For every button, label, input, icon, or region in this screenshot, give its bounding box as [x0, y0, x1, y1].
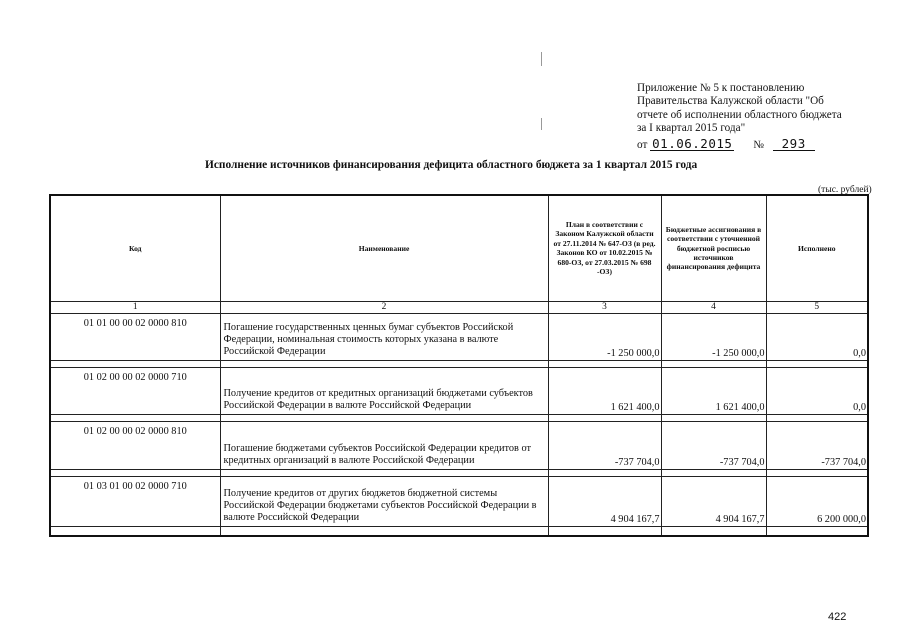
row-plan: 4 904 167,7	[548, 476, 661, 526]
row-spacer	[50, 360, 868, 367]
row-name: Получение кредитов от других бюджетов бюджетной системы Российской Федерации бюджетами субъектов Российской Федерации в валюте Российской Федерации	[220, 476, 548, 526]
scan-artifact-mark	[541, 52, 542, 66]
row-plan: 1 621 400,0	[548, 367, 661, 414]
column-number: 4	[661, 301, 766, 313]
header-assigned: Бюджетные ассигнования в соответствии с уточненной бюджетной росписью источников финансирования дефицита	[661, 195, 766, 301]
row-code: 01 02 00 00 02 0000 810	[50, 421, 220, 469]
row-assigned: 4 904 167,7	[661, 476, 766, 526]
units-label: (тыс. рублей)	[818, 185, 872, 195]
row-name: Погашение бюджетами субъектов Российской Федерации кредитов от кредитных организаций в валюте Российской Федерации	[220, 421, 548, 469]
row-assigned: 1 621 400,0	[661, 367, 766, 414]
row-executed: -737 704,0	[766, 421, 868, 469]
row-executed: 6 200 000,0	[766, 476, 868, 526]
row-assigned: -737 704,0	[661, 421, 766, 469]
column-number: 2	[220, 301, 548, 313]
row-code: 01 03 01 00 02 0000 710	[50, 476, 220, 526]
row-name: Получение кредитов от кредитных организаций бюджетами субъектов Российской Федерации в валюте Российской Федерации	[220, 367, 548, 414]
scan-artifact-mark	[541, 118, 542, 130]
table-row	[50, 313, 868, 360]
table-header-row	[50, 195, 868, 301]
appendix-line: отчете об исполнении областного бюджета	[637, 108, 842, 121]
page-title: Исполнение источников финансирования дефицита областного бюджета за 1 квартал 2015 года	[205, 159, 698, 171]
header-executed: Исполнено	[766, 195, 868, 301]
number-label: №	[753, 138, 764, 151]
row-code: 01 01 00 00 02 0000 810	[50, 313, 220, 360]
header-code: Код	[50, 195, 220, 301]
resolution-number: 293	[773, 137, 815, 151]
row-code: 01 02 00 00 02 0000 710	[50, 367, 220, 414]
table-row	[50, 421, 868, 469]
row-spacer	[50, 526, 868, 536]
resolution-date-line	[637, 137, 877, 152]
row-executed: 0,0	[766, 313, 868, 360]
row-spacer	[50, 414, 868, 421]
row-executed: 0,0	[766, 367, 868, 414]
column-number: 3	[548, 301, 661, 313]
row-name: Погашение государственных ценных бумаг субъектов Российской Федерации, номинальная стоимость которых указана в валюте Российской Федерации	[220, 313, 548, 360]
resolution-date: 01.06.2015	[652, 135, 733, 151]
row-spacer	[50, 469, 868, 476]
row-plan: -1 250 000,0	[548, 313, 661, 360]
header-plan: План в соответствии с Законом Калужской области от 27.11.2014 № 647-ОЗ (в ред. Законов КО от 10.02.2015 № 680-ОЗ, от 27.03.2015 № 698 -ОЗ)	[548, 195, 661, 301]
row-assigned: -1 250 000,0	[661, 313, 766, 360]
appendix-line: Правительства Калужской области "Об	[637, 95, 824, 108]
table-row	[50, 367, 868, 414]
row-plan: -737 704,0	[548, 421, 661, 469]
table-row	[50, 476, 868, 526]
column-number: 5	[766, 301, 868, 313]
page-number: 422	[828, 611, 847, 623]
appendix-line: за I квартал 2015 года"	[637, 122, 746, 135]
header-name: Наименование	[220, 195, 548, 301]
appendix-block	[637, 82, 877, 152]
financing-sources-table	[49, 194, 869, 537]
appendix-line: Приложение № 5 к постановлению	[637, 82, 805, 94]
date-prefix: от	[637, 138, 648, 151]
column-number-row	[50, 301, 868, 313]
column-number: 1	[50, 301, 220, 313]
